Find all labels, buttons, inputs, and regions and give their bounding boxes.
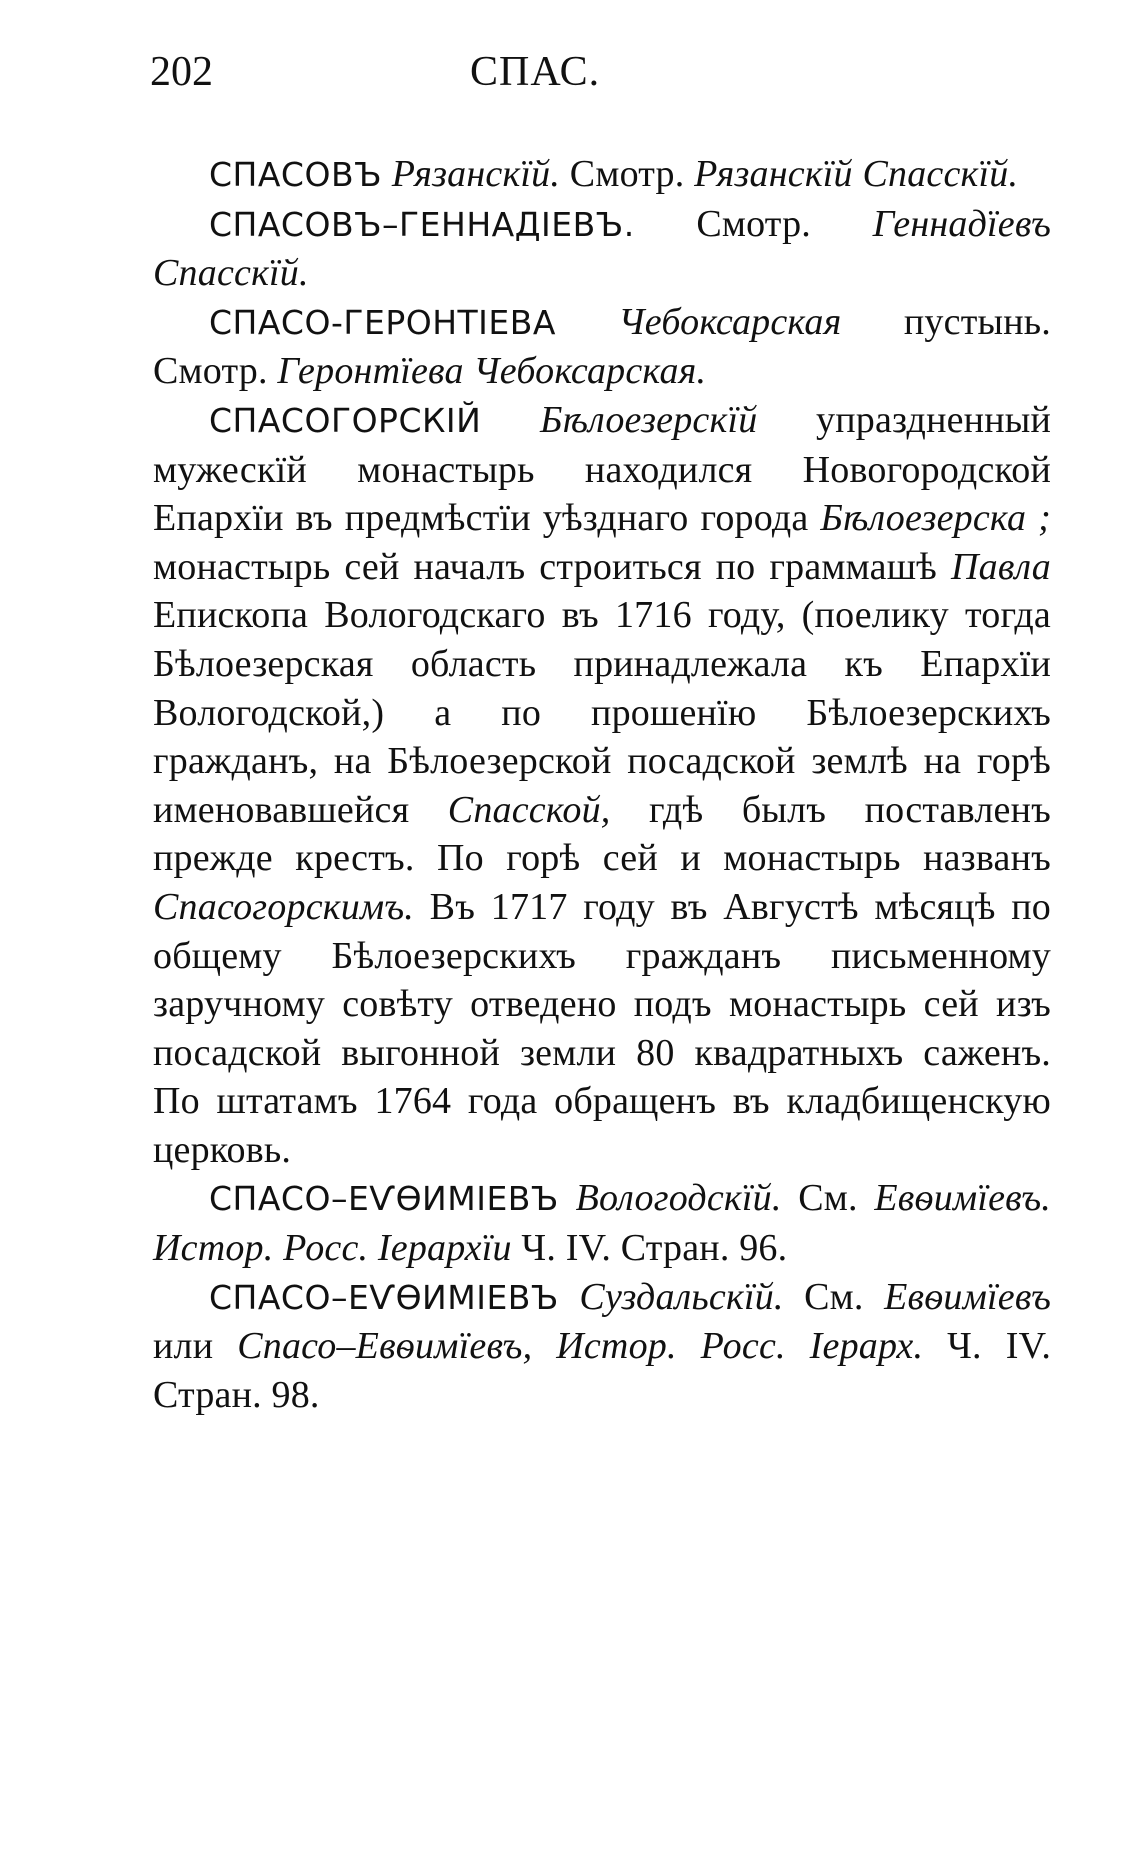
entry-text: Въ 1717 году въ Августѣ мѣсяцѣ по общему Бѣлоезерскихъ гражданъ письменному заручному совѣту отведено подъ монастырь сей изъ посадской выгонной земли 80 квадратныхъ саженъ. По штатамъ 1764 года обращенъ въ кладбищенскую церковь. bbox=[153, 885, 1051, 1171]
entry-italic-text: Геронтїева Чебоксарская. bbox=[277, 350, 707, 393]
dictionary-entry bbox=[153, 150, 1051, 200]
entry-text: Смотр. bbox=[560, 153, 695, 195]
dictionary-entry bbox=[153, 396, 1051, 1175]
entry-headword: СПАСО-ГЕРОНТІЕВА bbox=[209, 302, 556, 342]
entry-text: Смотр. bbox=[634, 202, 873, 245]
entry-text bbox=[481, 399, 540, 441]
entry-italic-text: Спасской, bbox=[447, 788, 611, 831]
entry-text bbox=[382, 153, 392, 195]
entry-italic-text: Вологодскїй. bbox=[575, 1177, 782, 1220]
entry-italic-text: Бѣлоезерскїй bbox=[539, 398, 758, 441]
entry-italic-text: Евѳимїевъ. Истор. Росс. Iерархїи bbox=[153, 1177, 1051, 1270]
entry-text: Ч. IV. Стран. 96. bbox=[511, 1227, 788, 1270]
dictionary-entry bbox=[153, 298, 1051, 396]
entry-italic-text: Рязанскїй Спасскїй. bbox=[694, 153, 1019, 195]
entry-text: См. bbox=[783, 1275, 885, 1318]
page-header bbox=[150, 48, 1050, 108]
entry-text bbox=[556, 301, 618, 343]
entry-text: гдѣ былъ поставленъ прежде крестъ. По горѣ сей и монастырь названъ bbox=[153, 788, 1051, 880]
entry-italic-text: Геннадїевъ Спасскїй. bbox=[153, 202, 1051, 295]
entry-italic-text: Чебоксарская bbox=[618, 300, 842, 343]
entry-text: монастырь сей началъ строиться по граммашѣ bbox=[153, 545, 952, 588]
entry-headword: СПАСО–ЕѴѲИМІЕВЪ bbox=[209, 1277, 559, 1317]
entry-italic-text: Спасо–Евѳимїевъ, Истор. Росс. Iерарх. bbox=[237, 1325, 924, 1368]
entry-italic-text: Рязанскїй. bbox=[391, 153, 561, 195]
entry-headword: СПАСОГОРСКІЙ bbox=[209, 400, 482, 440]
entry-text bbox=[559, 1276, 579, 1318]
entry-headword: СПАСОВЪ bbox=[209, 155, 383, 194]
entry-italic-text: Павла bbox=[951, 545, 1051, 588]
entry-italic-text: Спасогорскимъ. bbox=[153, 885, 415, 928]
entry-italic-text: Евѳимїевъ bbox=[884, 1275, 1051, 1318]
running-head: СПАС. bbox=[470, 49, 601, 95]
entry-text: См. bbox=[781, 1177, 875, 1220]
dictionary-entry bbox=[153, 200, 1051, 298]
entry-headword: СПАСОВЪ–ГЕННАДІЕВЪ. bbox=[209, 204, 635, 244]
entry-italic-text: Бѣлоезерска ; bbox=[820, 497, 1051, 540]
entry-text: или bbox=[153, 1325, 238, 1368]
dictionary-entry bbox=[153, 1273, 1051, 1420]
entry-headword: СПАСО–ЕѴѲИМІЕВЪ bbox=[209, 1179, 559, 1219]
dictionary-entry bbox=[153, 1174, 1051, 1272]
entry-italic-text: Суздальскїй. bbox=[579, 1275, 784, 1318]
entry-text bbox=[559, 1177, 576, 1219]
entry-text: Епископа Вологодскаго въ 1716 году, (поелику тогда Бѣлоезерская область принадлежала къ Епархїи Вологодской,) а по прошенїю Бѣлоезерскихъ гражданъ, на Бѣлоезерской посадской землѣ на горѣ именовавшейся bbox=[153, 594, 1051, 831]
dictionary-entries bbox=[153, 150, 1051, 1419]
entry-text: Ч. IV. Стран. 98. bbox=[153, 1325, 1052, 1416]
page-number: 202 bbox=[150, 49, 213, 95]
entry-text: упраздненный мужескїй монастырь находился Новогородской Епархїи въ предмѣстїи уѣзднаго города bbox=[153, 398, 1052, 540]
entry-text: пустынь. Смотр. bbox=[153, 300, 1052, 393]
